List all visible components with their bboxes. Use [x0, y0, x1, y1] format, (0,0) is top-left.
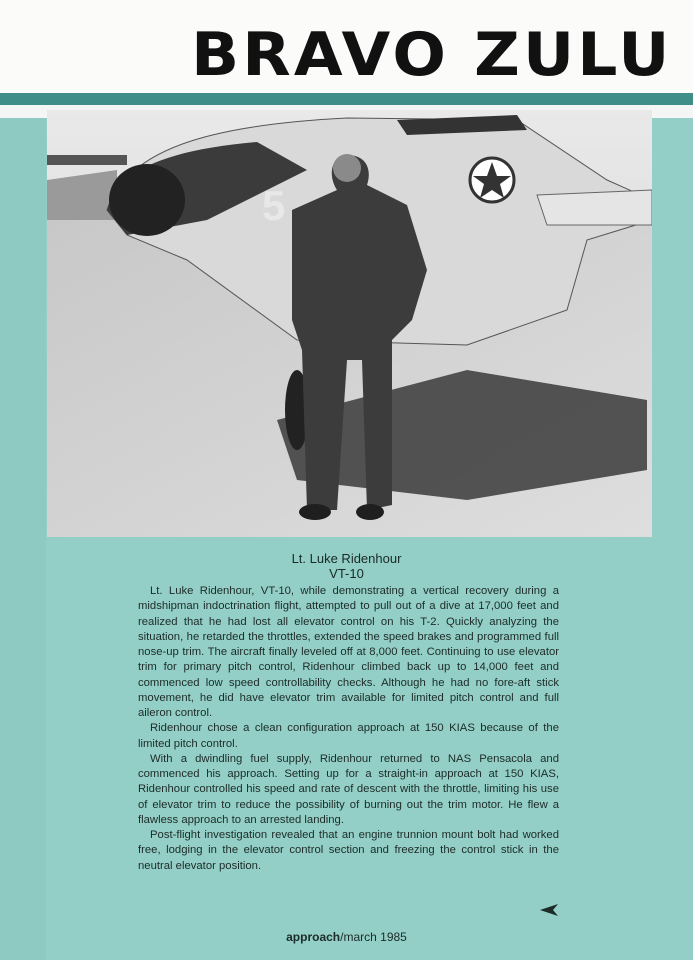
paragraph: Post-flight investigation revealed that an engine trunnion mount bolt had worked free, lodging in the elevator control section and freezing the control stick in the neutral elevator position. [138, 829, 559, 872]
header [0, 0, 693, 93]
caption-name: Lt. Luke Ridenhour [291, 551, 402, 566]
paragraph: Ridenhour chose a clean configuration approach at 150 KIAS because of the limited pitch control. [138, 722, 559, 750]
paragraph: Lt. Luke Ridenhour, VT-10, while demonstrating a vertical recovery during a midshipman indoctrination flight, attempted to pull out of a dive at 17,000 feet and realized that he had lost all elevator control on his T-2. Quickly analyzing the situation, he retarded the throttles, extended the speed brakes and programmed full nose-up trim. The aircraft finally leveled off at 8,000 feet. Continuing to use elevator trim for primary pitch control, Ridenhour climbed back up to 14,000 feet and commenced low speed controllability checks. Although he had no fore-aft stick movement, he did have elevator trim available for limited pitch control and full aileron control. [138, 585, 559, 719]
separator: / [340, 930, 344, 944]
article-body [138, 584, 559, 874]
caption-unit: VT-10 [329, 566, 364, 581]
issue-date: march 1985 [343, 930, 407, 944]
header-stripe [0, 93, 693, 105]
paragraph: With a dwindling fuel supply, Ridenhour returned to NAS Pensacola and commenced his approach. Setting up for a straight-in approach at 150 KIAS, Ridenhour controlled his speed and rate of descent with the throttle, limiting his use of elevator trim to reduce the possibility of burning out the trim motor. He flew a flawless approach to an arrested landing. [138, 752, 559, 826]
end-mark-icon [540, 904, 560, 916]
photo-pilot-aircraft [47, 110, 652, 537]
footer [0, 930, 693, 944]
left-margin [0, 118, 46, 960]
magazine-name: approach [286, 930, 341, 944]
page-title: BRAVO ZULU [191, 20, 673, 90]
tail-number: 5 [262, 182, 286, 229]
